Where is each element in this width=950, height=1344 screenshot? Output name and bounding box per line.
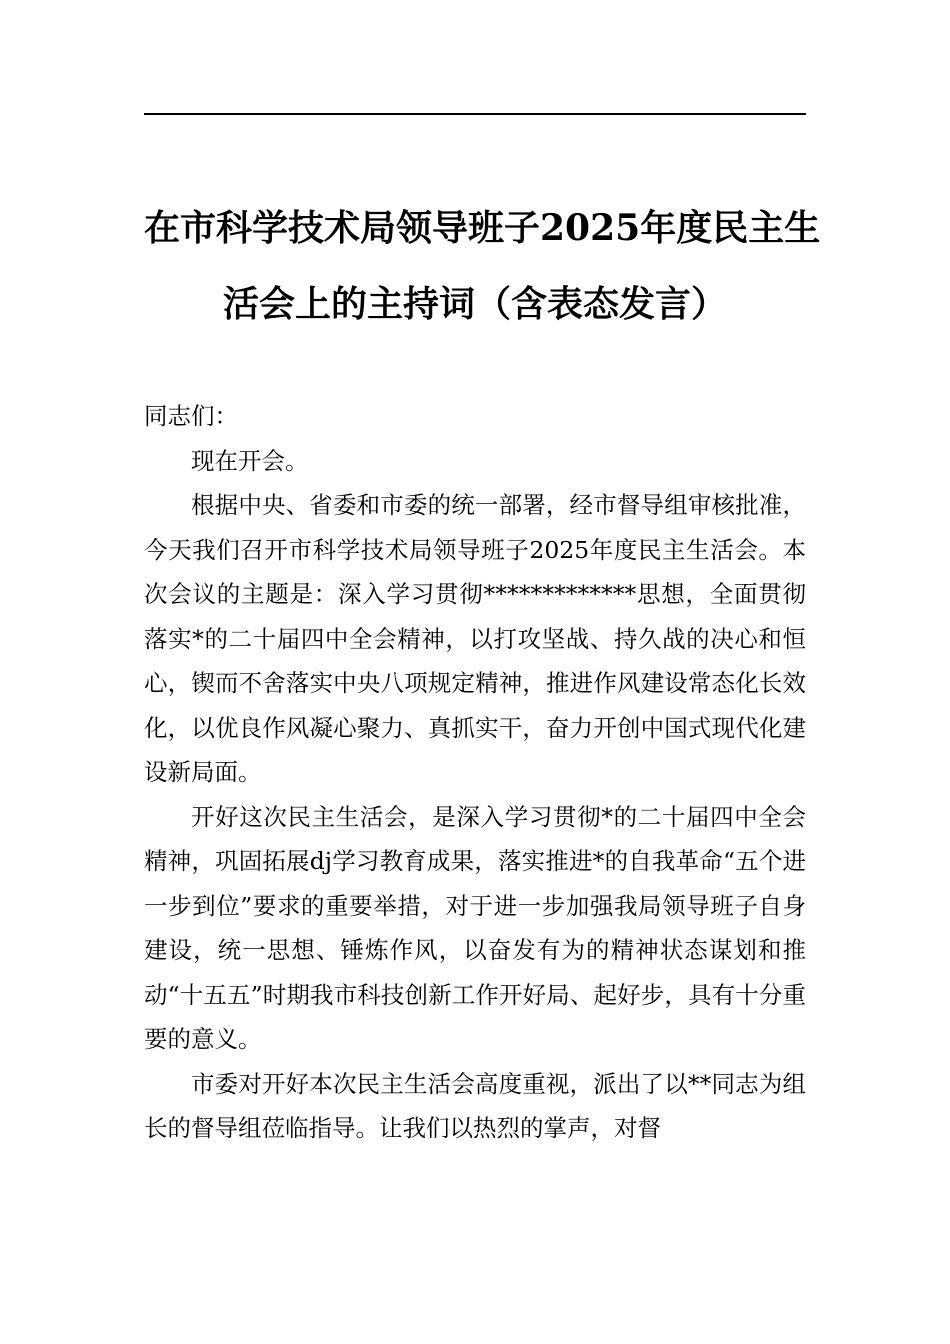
paragraph-meeting-theme: 根据中央、省委和市委的统一部署，经市督导组审核批准，今天我们召开市科学技术局领导班子2025年度民主生活会。本次会议的主题是：深入学习贯彻*************思想，全面贯彻落实*的二十届四中全会精神，以打攻坚战、持久战的决心和恒心，锲而不舍落实中央八项规定精神，推进作风建设常态化长效化，以优良作风凝心聚力、真抓实干，奋力开创中国式现代化建设新局面。 bbox=[144, 491, 806, 786]
paragraph-supervision: 市委对开好本次民主生活会高度重视，派出了以**同志为组长的督导组莅临指导。让我们以热烈的掌声，对督 bbox=[144, 1069, 806, 1142]
document-body bbox=[144, 394, 806, 1151]
paragraph-significance: 开好这次民主生活会，是深入学习贯彻*的二十届四中全会精神，巩固拓展dj学习教育成果，落实推进*的自我革命“五个进一步到位”要求的重要举措，对于进一步加强我局领导班子自身建设，统一思想、锤炼作风，以奋发有为的精神状态谋划和推动“十五五”时期我市科技创新工作开好局、起好步，具有十分重要的意义。 bbox=[144, 802, 806, 1053]
paragraph-opening: 现在开会。 bbox=[191, 446, 309, 475]
salutation: 同志们： bbox=[144, 402, 238, 430]
title-line-2: 活会上的主持词（含表态发言） bbox=[222, 283, 727, 325]
header-rule bbox=[144, 113, 806, 115]
title-line-1: 在市科学技术局领导班子2025年度民主生 bbox=[144, 207, 821, 249]
document-title bbox=[144, 190, 821, 342]
